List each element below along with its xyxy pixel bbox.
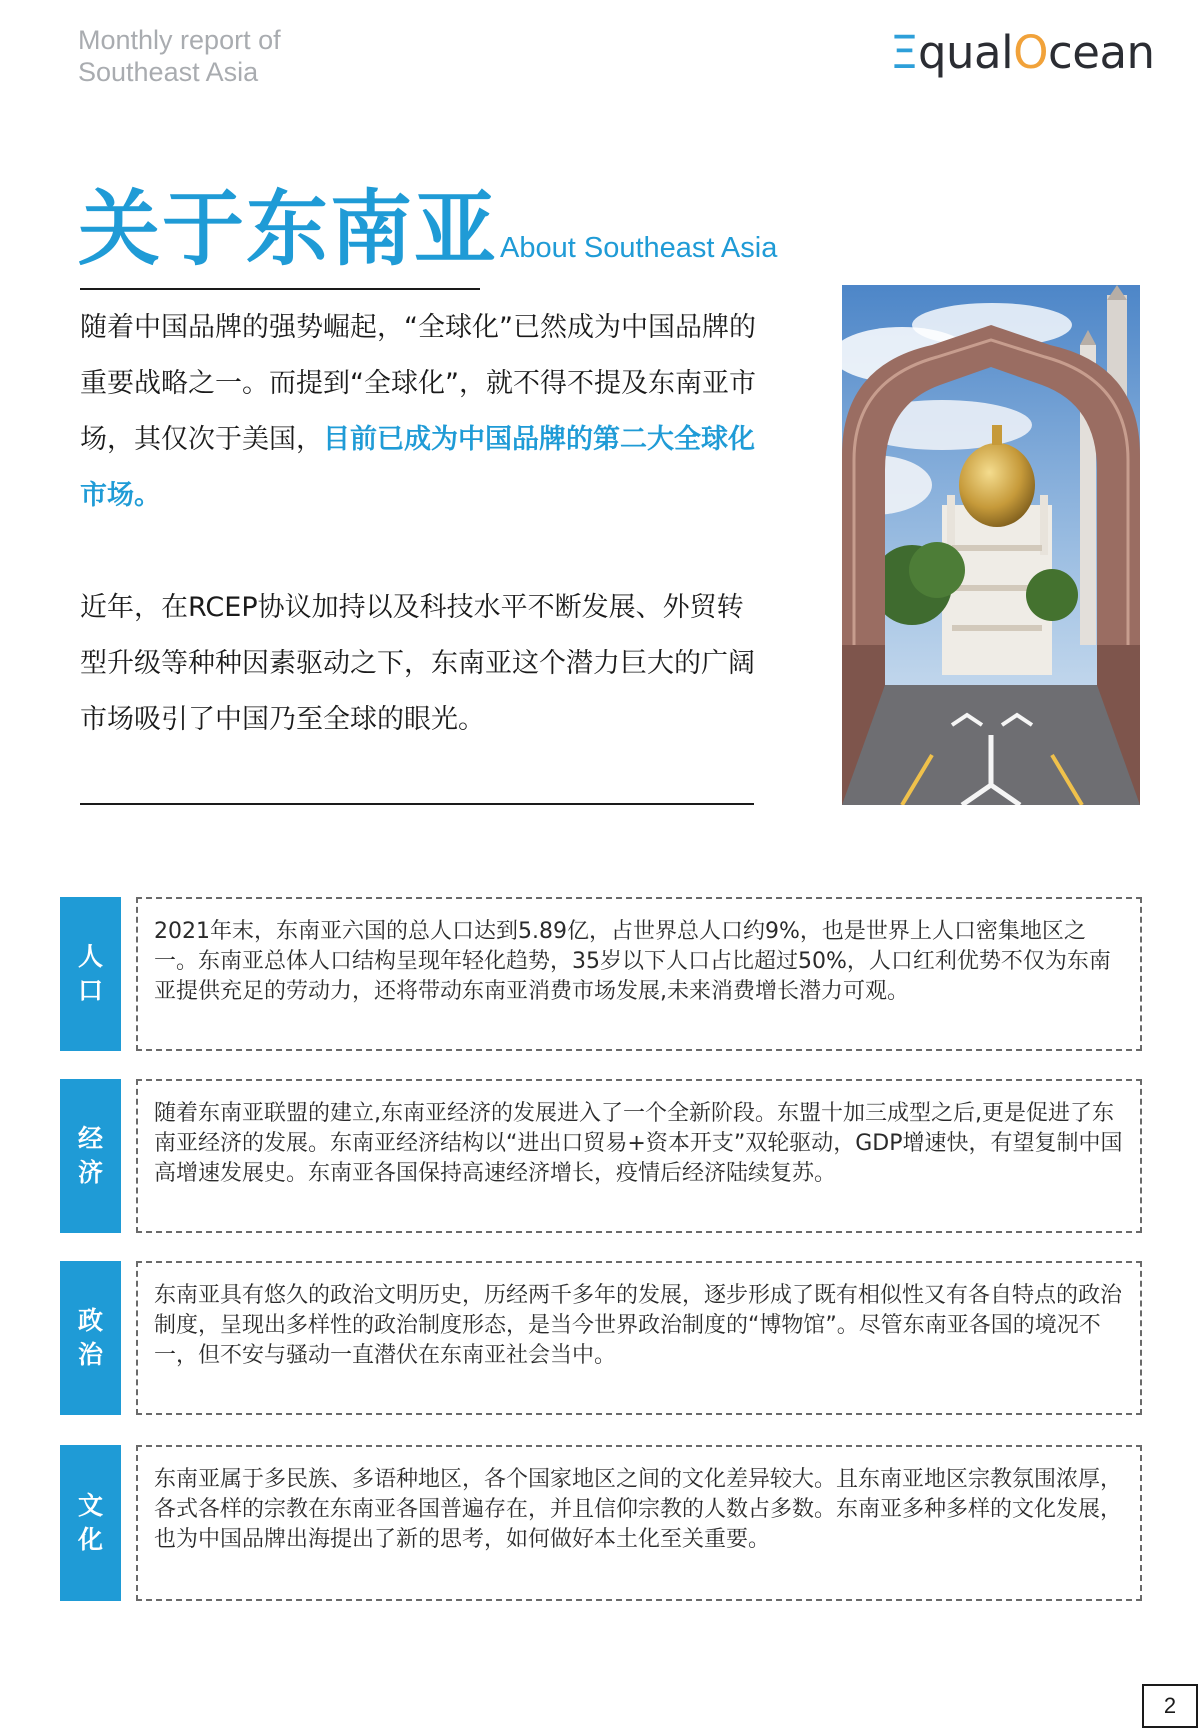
section-population-tag-char-1: 人: [77, 942, 103, 971]
section-politics-tag: [60, 1261, 121, 1415]
logo-o-mark: O: [1013, 25, 1049, 79]
mosque-gate-photo: [842, 285, 1140, 805]
section-culture: [60, 1445, 1142, 1601]
section-economy-tag-char-2: 济: [77, 1158, 103, 1187]
section-economy-tag: [60, 1079, 121, 1233]
page-title: [78, 182, 778, 277]
section-economy-text: 随着东南亚联盟的建立,东南亚经济的发展进入了一个全新阶段。东盟十加三成型之后,更是促进了东南亚经济的发展。东南亚经济结构以“进出口贸易+资本开支”双轮驱动，GDP增速快，有望复制中国高增速发展史。东南亚各国保持高速经济增长，疫情后经济陆续复苏。: [136, 1079, 1142, 1233]
intro-text: [80, 300, 770, 748]
page-number: 2: [1142, 1684, 1198, 1728]
section-population-tag-char-2: 口: [77, 976, 103, 1005]
section-culture-tag-char-1: 文: [77, 1491, 103, 1520]
title-underline: [80, 288, 480, 290]
section-politics-tag-char-1: 政: [77, 1306, 103, 1335]
section-culture-tag-char-2: 化: [77, 1525, 103, 1554]
section-politics: [60, 1261, 1142, 1415]
intro-divider: [80, 803, 754, 805]
section-culture-tag: [60, 1445, 121, 1601]
section-economy-tag-char-1: 经: [77, 1124, 103, 1153]
logo-text-cean: cean: [1048, 25, 1155, 79]
report-subtitle-line1: Monthly report of: [78, 25, 281, 55]
report-subtitle-line2: Southeast Asia: [78, 57, 259, 87]
section-politics-text: 东南亚具有悠久的政治文明历史，历经两千多年的发展，逐步形成了既有相似性又有各自特点的政治制度，呈现出多样性的政治制度形态，是当今世界政治制度的“博物馆”。尽管东南亚各国的境况不一，但不安与骚动一直潜伏在东南亚社会当中。: [136, 1261, 1142, 1415]
section-culture-text: 东南亚属于多民族、多语种地区，各个国家地区之间的文化差异较大。且东南亚地区宗教氛围浓厚，各式各样的宗教在东南亚各国普遍存在，并且信仰宗教的人数占多数。东南亚多种多样的文化发展，也为中国品牌出海提出了新的思考，如何做好本土化至关重要。: [136, 1445, 1142, 1601]
report-subtitle: [78, 24, 281, 88]
intro-paragraph-2: 近年，在RCEP协议加持以及科技水平不断发展、外贸转型升级等种种因素驱动之下，东南亚这个潜力巨大的广阔市场吸引了中国乃至全球的眼光。: [80, 592, 755, 735]
page-title-cn: 关于东南亚: [78, 182, 499, 277]
equalocean-logo: [890, 24, 1155, 80]
intro-highlight: 目前已成为中国品牌的第二大全球化市场。: [80, 424, 755, 511]
page-title-en: About Southeast Asia: [500, 232, 778, 264]
intro-paragraph-1: [80, 300, 770, 524]
section-politics-tag-char-2: 治: [77, 1340, 103, 1369]
logo-e-mark: Ξ: [890, 25, 918, 79]
section-population: [60, 897, 1142, 1051]
section-population-tag: [60, 897, 121, 1051]
section-population-text: 2021年末，东南亚六国的总人口达到5.89亿，占世界总人口约9%，也是世界上人口密集地区之一。东南亚总体人口结构呈现年轻化趋势，35岁以下人口占比超过50%，人口红利优势不仅为东南亚提供充足的劳动力，还将带动东南亚消费市场发展,未来消费增长潜力可观。: [136, 897, 1142, 1051]
logo-text-qual: qual: [917, 25, 1014, 79]
intro-paragraph-1-text: 随着中国品牌的强势崛起，“全球化”已然成为中国品牌的重要战略之一。而提到“全球化”，就不得不提及东南亚市场，其仅次于美国，: [80, 312, 756, 455]
section-economy: [60, 1079, 1142, 1233]
